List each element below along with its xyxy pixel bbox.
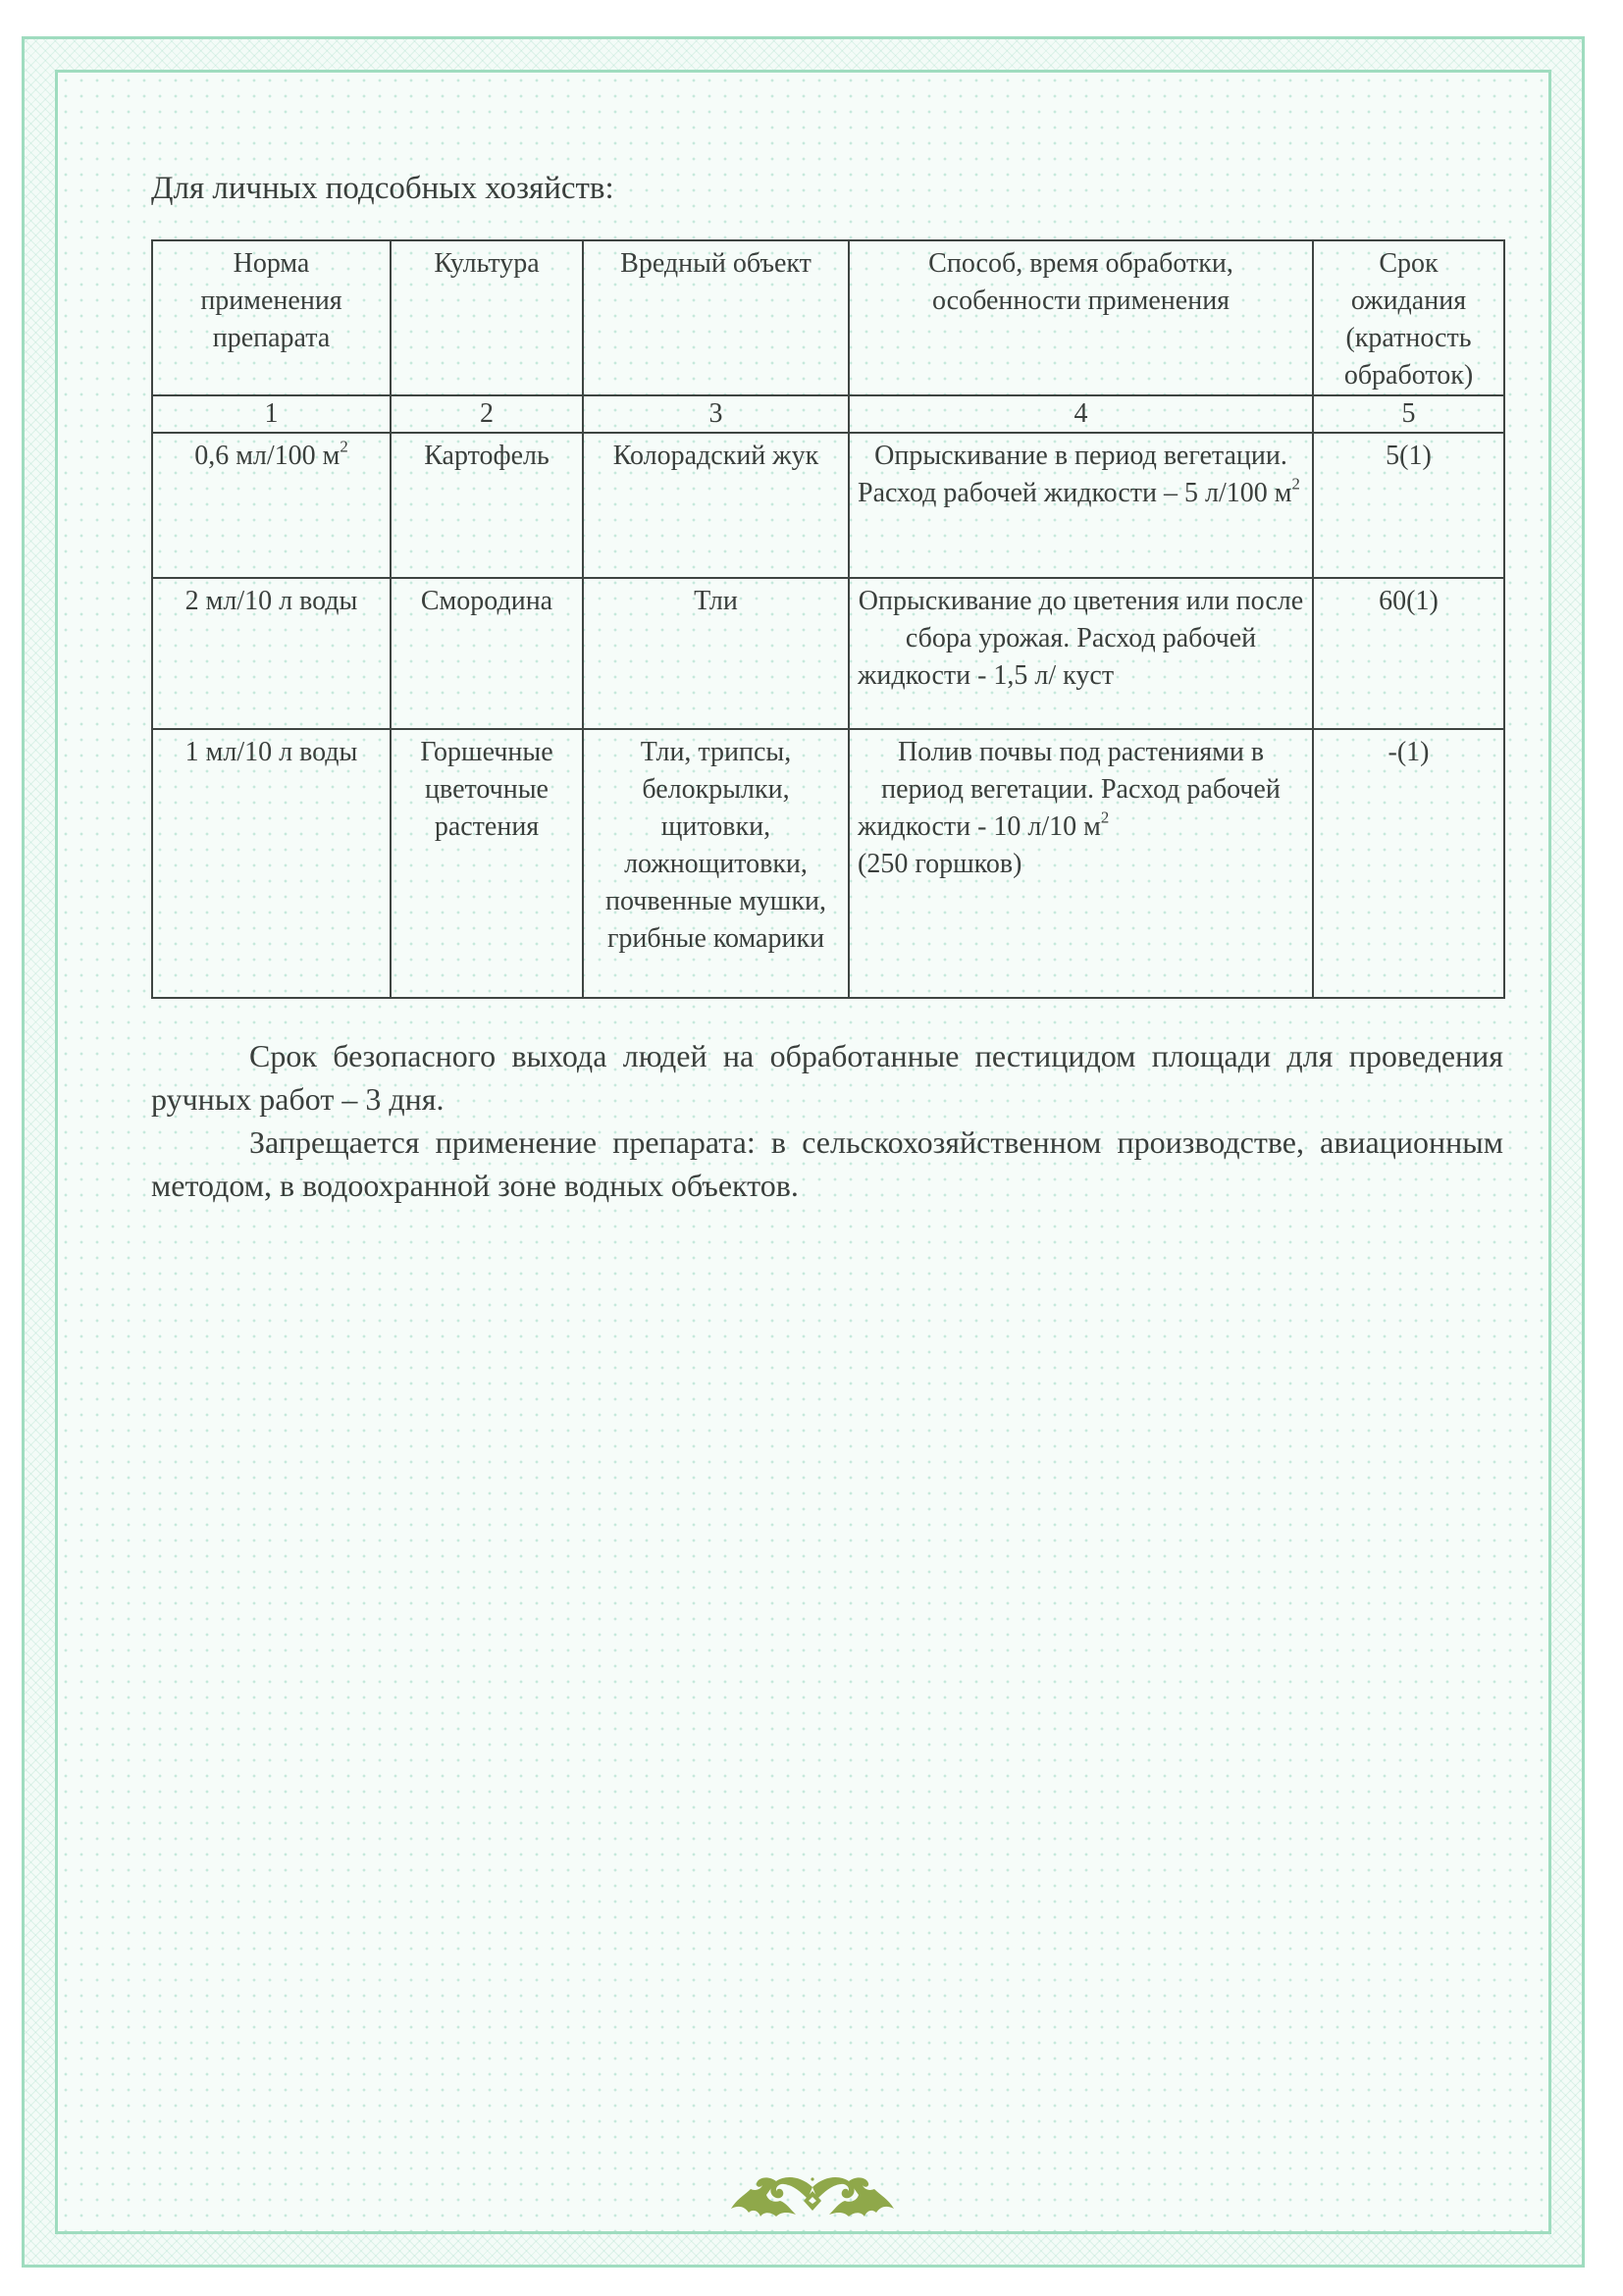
method-text: Полив почвы под растениями в период вегетации. Расход рабочей жидкости - 10 л/10 м	[858, 737, 1281, 842]
column-number-row	[152, 395, 1504, 433]
table-header-row	[152, 240, 1504, 395]
cell-waiting: 60(1)	[1313, 578, 1504, 729]
superscript: 2	[1291, 474, 1300, 494]
header-waiting: Срок ожидания (кратность обработок)	[1313, 240, 1504, 395]
method-tail: (250 горшков)	[858, 849, 1022, 879]
cell-norm: 1 мл/10 л воды	[152, 729, 391, 998]
cell-crop: Горшечные цветочные растения	[391, 729, 583, 998]
cell-crop: Картофель	[391, 433, 583, 578]
header-method: Способ, время обработки, особенности применения	[849, 240, 1313, 395]
cell-norm	[152, 433, 391, 578]
cell-crop: Смородина	[391, 578, 583, 729]
cell-waiting: -(1)	[1313, 729, 1504, 998]
column-number: 5	[1313, 395, 1504, 433]
floral-ornament-icon	[731, 2173, 894, 2222]
table-row	[152, 433, 1504, 578]
method-text: Опрыскивание в период вегетации. Расход рабочей жидкости – 5 л/100 м	[858, 441, 1292, 508]
table-row	[152, 729, 1504, 998]
superscript: 2	[340, 437, 348, 456]
column-number: 1	[152, 395, 391, 433]
application-table	[151, 239, 1505, 999]
cell-method	[849, 729, 1313, 998]
column-number: 2	[391, 395, 583, 433]
cell-pest: Тли	[583, 578, 849, 729]
restriction-paragraph: Запрещается применение препарата: в сельскохозяйственном производстве, авиационным методом, в водоохранной зоне водных объектов.	[151, 1124, 1503, 1203]
cell-norm: 2 мл/10 л воды	[152, 578, 391, 729]
cell-waiting: 5(1)	[1313, 433, 1504, 578]
cell-method	[849, 433, 1313, 578]
header-crop: Культура	[391, 240, 583, 395]
superscript: 2	[1100, 808, 1110, 827]
header-norm: Норма применения препарата	[152, 240, 391, 395]
table-row	[152, 578, 1504, 729]
cell-pest: Тли, трипсы, белокрылки, щитовки, ложнощитовки, почвенные мушки, грибные комарики	[583, 729, 849, 998]
cell-method: Опрыскивание до цветения или после сбора урожая. Расход рабочей жидкости - 1,5 л/ куст	[849, 578, 1313, 729]
column-number: 4	[849, 395, 1313, 433]
cell-pest: Колорадский жук	[583, 433, 849, 578]
section-title: Для личных подсобных хозяйств:	[151, 171, 614, 206]
header-pest: Вредный объект	[583, 240, 849, 395]
norm-value: 0,6 мл/100 м	[194, 441, 340, 471]
safe-entry-paragraph: Срок безопасного выхода людей на обработанные пестицидом площади для проведения ручных работ – 3 дня.	[151, 1038, 1503, 1117]
column-number: 3	[583, 395, 849, 433]
